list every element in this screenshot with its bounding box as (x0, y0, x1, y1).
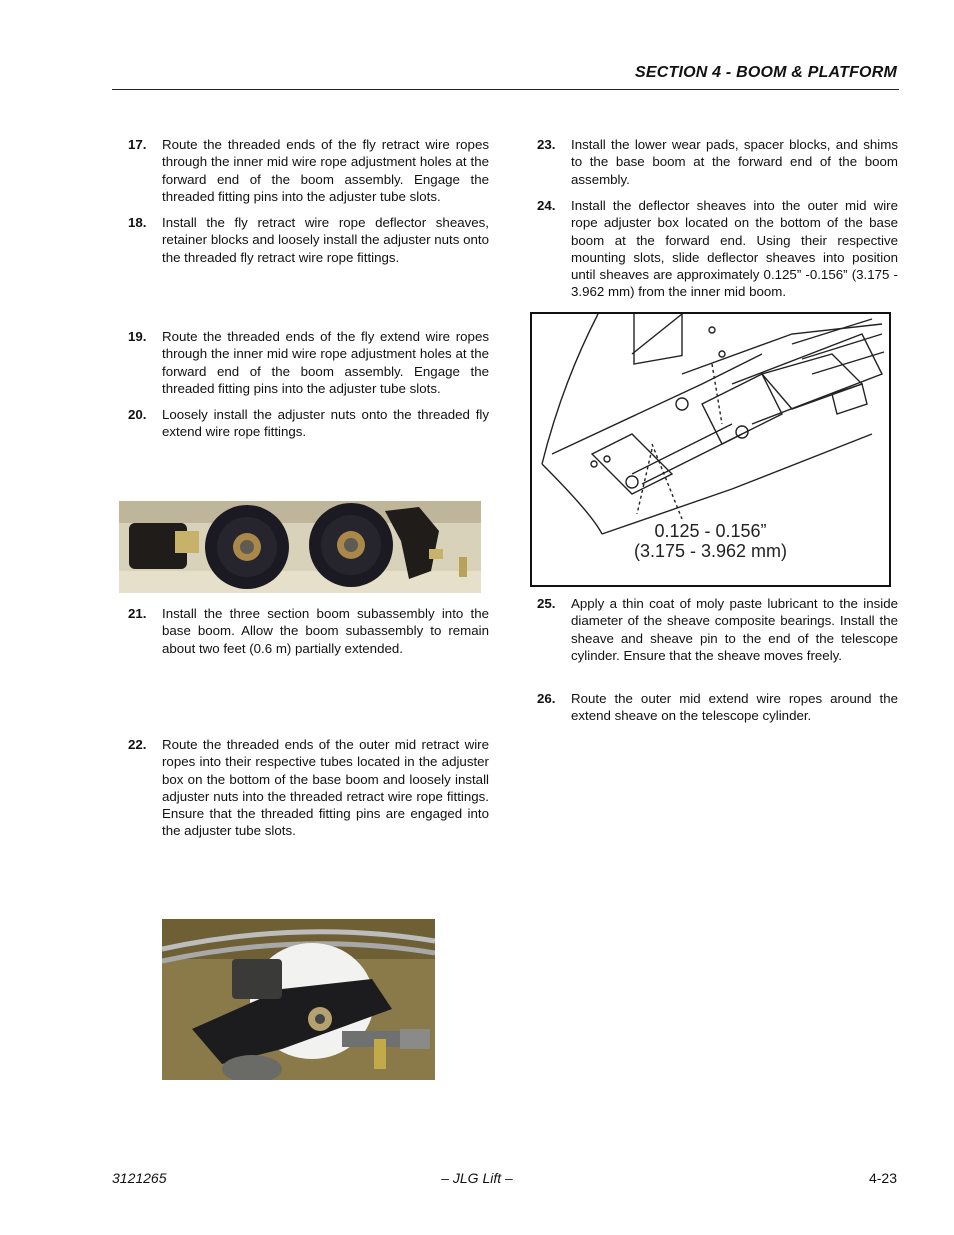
step-text: Route the threaded ends of the fly extend wire ropes through the inner mid wire rope adjustment holes at the forward end of the boom assembly. Engage the threaded fitting pins into the adjuster tube slots. (162, 329, 489, 396)
step-number: 24. (537, 198, 556, 213)
header-divider (112, 89, 899, 90)
step-number: 25. (537, 596, 556, 611)
clearance-label-inches: 0.125 - 0.156” (654, 521, 767, 541)
step-text: Route the outer mid extend wire ropes around the extend sheave on the telescope cylinder. (571, 691, 898, 724)
wire-rope-sheave-photo-image (162, 919, 435, 1080)
clearance-label-mm: (3.175 - 3.962 mm) (633, 541, 788, 561)
step-text: Route the threaded ends of the fly retract wire ropes through the inner mid wire rope adjustment holes at the forward end of the boom assembly. Engage the threaded fitting pins into the adjuster tube slots. (162, 137, 489, 204)
step-23 (537, 136, 898, 188)
step-number: 19. (128, 329, 147, 344)
sheaves-photo-image (119, 501, 481, 593)
step-text: Install the three section boom subassembly into the base boom. Allow the boom subassembly to remain about two feet (0.6 m) partially extended. (162, 606, 489, 656)
footer-doc-number: 3121265 (112, 1170, 167, 1186)
step-text: Install the fly retract wire rope deflector sheaves, retainer blocks and loosely install the adjuster nuts onto the threaded fly retract wire rope fittings. (162, 215, 489, 265)
step-text: Install the deflector sheaves into the outer mid wire rope adjuster box located on the bottom of the base boom at the forward end. Using their respective mounting slots, slide deflector sheaves into position until sheaves are approximately 0.125” -0.156” (3.175 - 3.962 mm) from the inner mid boom. (571, 198, 898, 300)
step-18 (128, 214, 489, 266)
step-number: 18. (128, 215, 147, 230)
step-number: 21. (128, 606, 147, 621)
step-number: 23. (537, 137, 556, 152)
step-26 (537, 690, 898, 725)
wire-rope-sheave-photo (162, 919, 435, 1080)
step-24 (537, 197, 898, 301)
step-number: 17. (128, 137, 147, 152)
section-title: SECTION 4 - BOOM & PLATFORM (635, 64, 897, 81)
step-22 (128, 736, 489, 840)
footer-page-number: 4-23 (868, 1170, 897, 1186)
step-20 (128, 406, 489, 441)
step-21 (128, 605, 489, 657)
sheaves-photo (119, 501, 481, 593)
footer-center-label: – JLG Lift – (441, 1170, 513, 1186)
step-text: Apply a thin coat of moly paste lubricant to the inside diameter of the sheave composite bearings. Install the sheave and sheave pin to the end of the telescope cylinder. Ensure that the sheave moves freely. (571, 596, 898, 663)
step-text: Route the threaded ends of the outer mid retract wire ropes into their respective tubes located in the adjuster box on the bottom of the base boom and loosely install adjuster nuts into the threaded retract wire rope fittings. Ensure that the threaded fitting pins are engaged into the adjuster tube slots. (162, 737, 489, 839)
deflector-sheave-diagram (530, 312, 891, 587)
step-text: Loosely install the adjuster nuts onto the threaded fly extend wire rope fittings. (162, 407, 489, 440)
step-19 (128, 328, 489, 397)
step-17 (128, 136, 489, 205)
step-number: 26. (537, 691, 556, 706)
step-text: Install the lower wear pads, spacer blocks, and shims to the base boom at the forward end of the boom assembly. (571, 137, 898, 187)
step-number: 20. (128, 407, 147, 422)
step-25 (537, 595, 898, 664)
step-number: 22. (128, 737, 147, 752)
